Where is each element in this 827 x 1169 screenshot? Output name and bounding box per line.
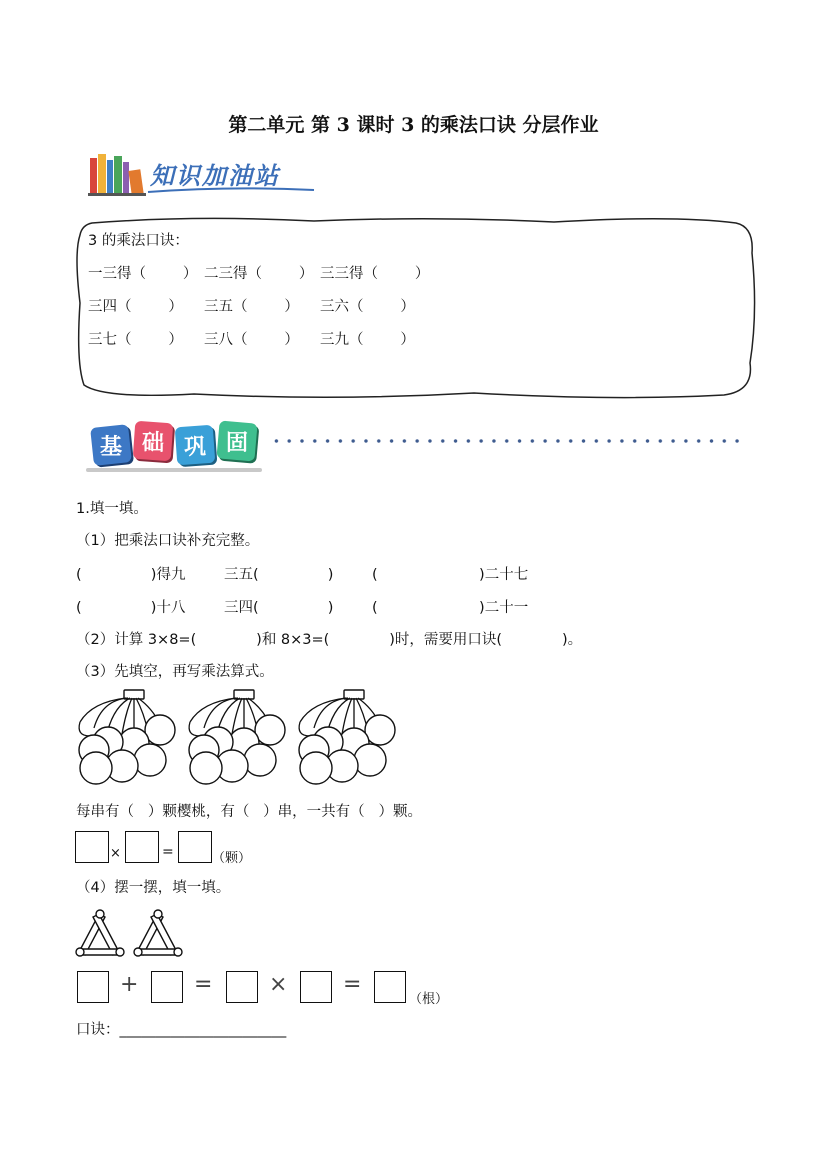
tile-gu-char: 固 [225, 431, 248, 456]
tile-ji-char: 基 [99, 435, 122, 460]
koujue-line[interactable]: 口诀：_______________________ [76, 1022, 287, 1038]
p3-unit: （颗） [212, 851, 252, 866]
q1-p4: （4）摆一摆，填一填。 [76, 880, 231, 896]
knowledge-row1-c: 三三得（ ） [320, 266, 430, 282]
knowledge-row3-a: 三七（ ） [88, 332, 183, 348]
banner-knowledge [88, 148, 318, 198]
banner-knowledge-text: 知识加油站 [150, 162, 280, 190]
q1-p3-sentence: 每串有（ ）颗樱桃，有（ ）串，一共有（ ）颗。 [76, 804, 422, 820]
banner-basic-shadow [86, 468, 262, 472]
q1-p1: （1）把乘法口诀补充完整。 [76, 533, 260, 549]
p3-equal-sign: = [162, 844, 174, 860]
p4-answer-box-2[interactable] [151, 971, 183, 1003]
p3-answer-box-1[interactable] [75, 831, 109, 863]
page-title: 第二单元 第 3 课时 3 的乘法口诀 分层作业 [228, 114, 599, 136]
tile-gong-char: 巩 [183, 435, 206, 460]
p1-row2-a: ( )十八 [76, 600, 186, 616]
q1-p3: （3）先填空，再写乘法算式。 [76, 664, 274, 680]
p1-row1-a: ( )得九 [76, 567, 186, 583]
matchstick-triangles [74, 908, 194, 958]
knowledge-row2-b: 三五（ ） [204, 299, 299, 315]
p3-answer-box-3[interactable] [178, 831, 212, 863]
knowledge-heading: 3 的乘法口诀： [88, 233, 189, 249]
knowledge-row3-c: 三九（ ） [320, 332, 415, 348]
p1-row2-b: 三四( ) [224, 600, 334, 616]
p4-times-sign: × [269, 972, 288, 997]
p3-times-sign: × [110, 846, 121, 861]
p1-row1-b: 三五( ) [224, 567, 334, 583]
p1-row1-c: ( )二十七 [372, 567, 529, 583]
dotted-divider [270, 437, 740, 445]
knowledge-row3-b: 三八（ ） [204, 332, 299, 348]
knowledge-row2-a: 三四（ ） [88, 299, 183, 315]
p4-answer-box-1[interactable] [77, 971, 109, 1003]
p4-answer-box-3[interactable] [226, 971, 258, 1003]
tile-chu-char: 础 [141, 431, 164, 456]
cherries-illustration [72, 688, 402, 788]
q1-title: 1.填一填。 [76, 501, 148, 517]
p4-answer-box-4[interactable] [300, 971, 332, 1003]
p1-row2-c: ( )二十一 [372, 600, 529, 616]
knowledge-row1-b: 二三得（ ） [204, 266, 314, 282]
q1-p2: （2）计算 3×8=( )和 8×3=( )时，需要用口诀( )。 [76, 632, 583, 648]
p4-unit: （根） [409, 992, 449, 1007]
knowledge-row1-a: 一三得（ ） [88, 266, 198, 282]
banner-basic [86, 418, 266, 474]
p4-equal-sign-1: = [194, 972, 213, 997]
p4-plus-sign: + [120, 972, 139, 997]
banner-underline [146, 186, 316, 196]
books-icon [88, 150, 146, 196]
p4-equal-sign-2: = [343, 972, 362, 997]
knowledge-row2-c: 三六（ ） [320, 299, 415, 315]
p3-answer-box-2[interactable] [125, 831, 159, 863]
p4-answer-box-5[interactable] [374, 971, 406, 1003]
